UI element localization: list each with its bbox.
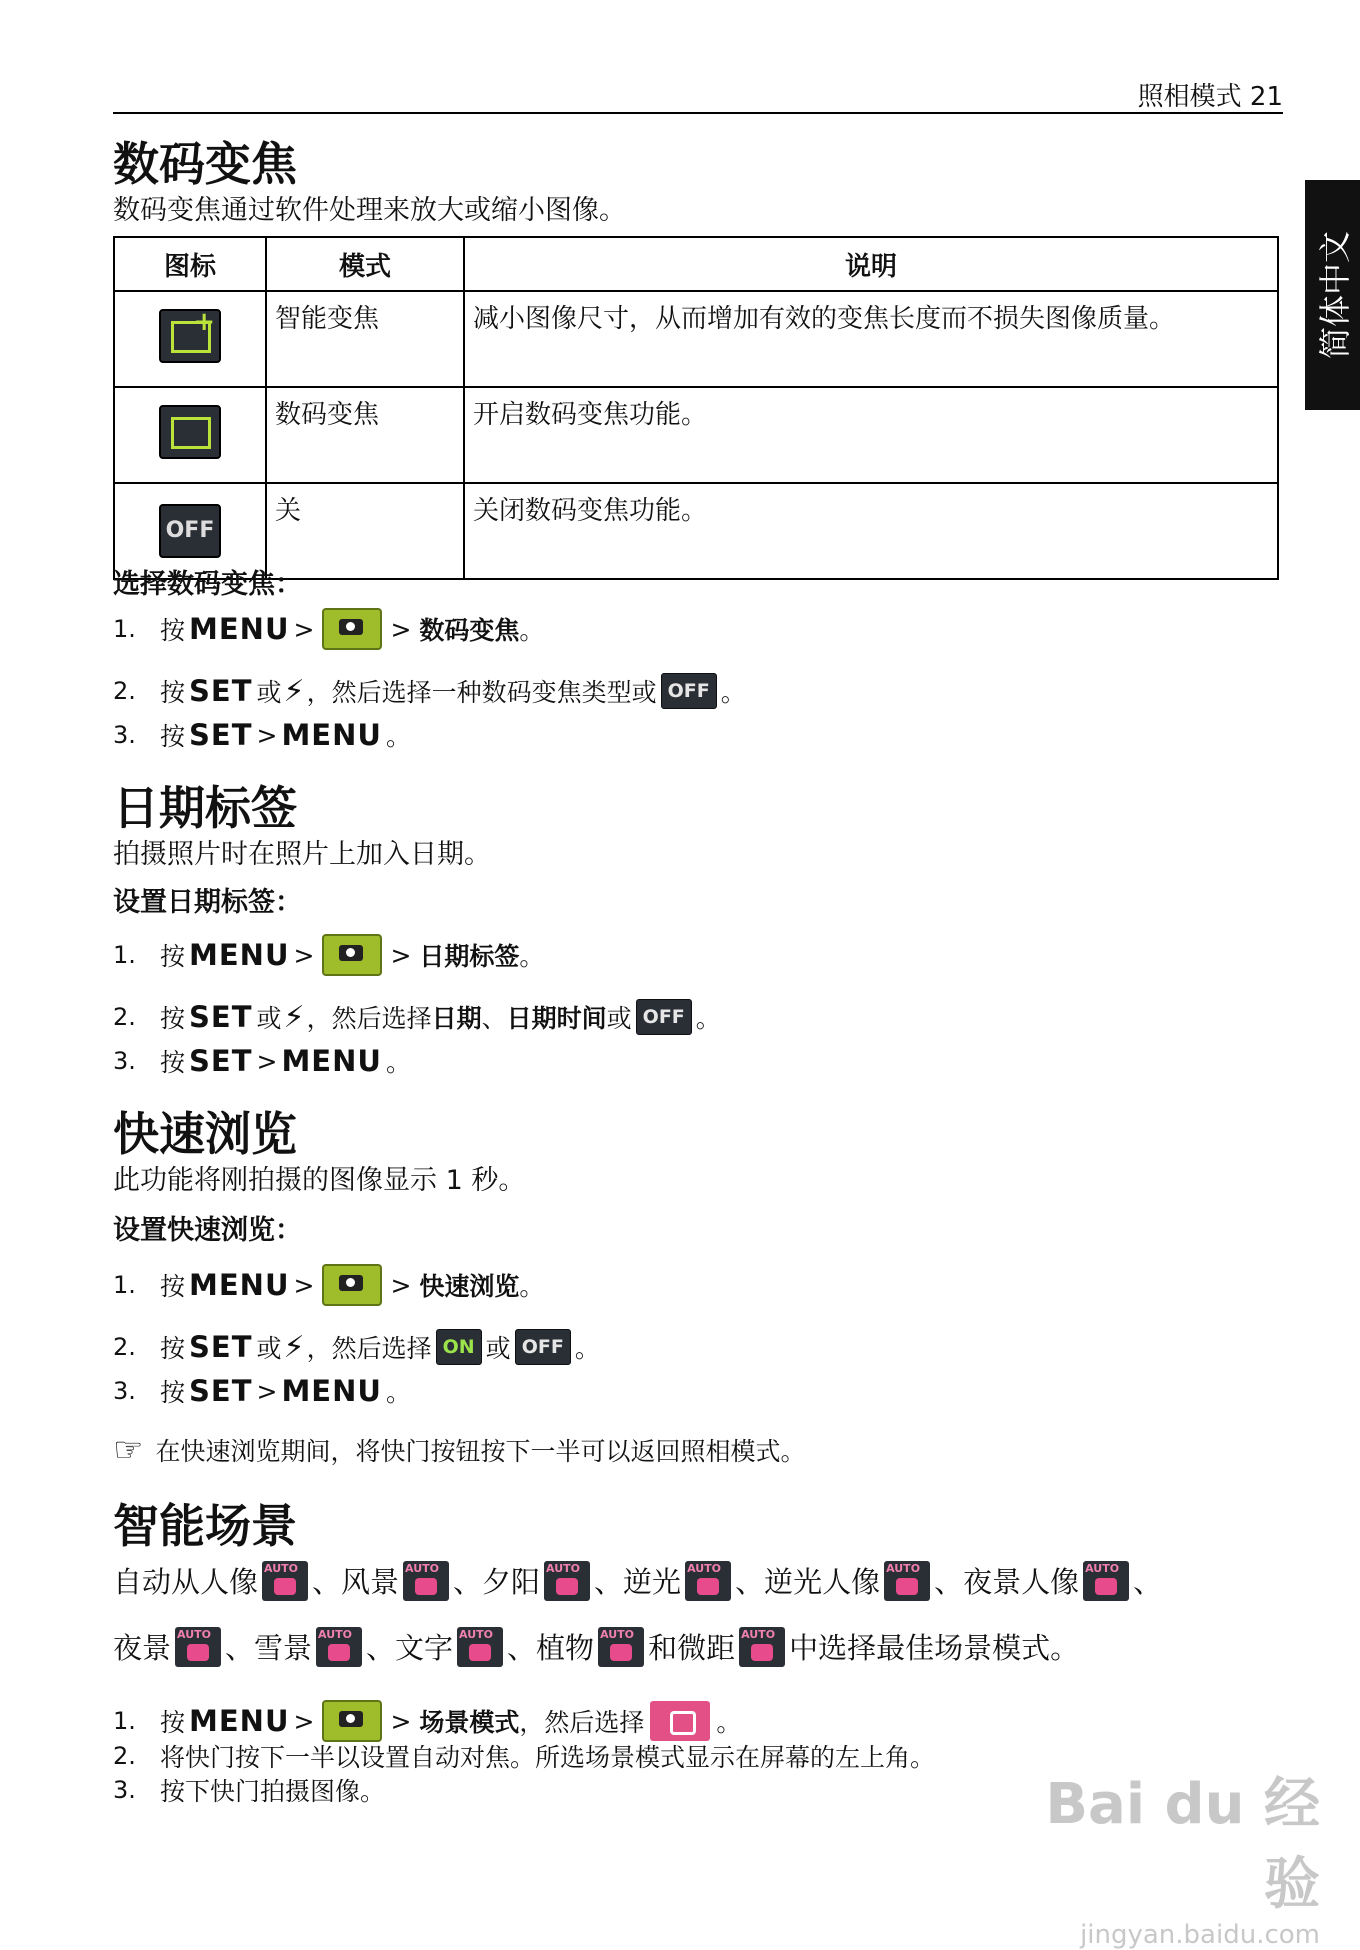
camera-icon <box>322 934 382 976</box>
step-number: 3. <box>113 721 136 749</box>
menu-item-name: 日期标签 <box>419 942 520 971</box>
menu-key: MENU <box>189 938 290 972</box>
scene-text: 、植物 <box>507 1631 595 1665</box>
flash-icon: ⚡ <box>283 673 305 709</box>
menu-item-name: 快速浏览 <box>419 1272 520 1301</box>
step-number: 3. <box>113 1377 136 1405</box>
section-desc: 拍摄照片时在照片上加入日期。 <box>113 839 491 870</box>
menu-key: MENU <box>281 1044 382 1078</box>
zoom-mode-table <box>113 236 1279 580</box>
subheading: 选择数码变焦： <box>113 569 302 600</box>
auto-text-icon <box>457 1627 503 1667</box>
step-text: ，然后选择 <box>519 1708 645 1737</box>
menu-item-name: 场景模式 <box>419 1708 520 1737</box>
arrow: > <box>293 614 315 644</box>
punct: 。 <box>385 722 411 751</box>
step-text: 按 <box>160 1334 186 1363</box>
step-number: 3. <box>113 1047 136 1075</box>
step-text: 按下快门拍摄图像。 <box>160 1777 386 1806</box>
step-text: 按 <box>160 1708 186 1737</box>
step-2 <box>113 1738 935 1774</box>
step-3 <box>113 1036 411 1086</box>
desc-cell: 关闭数码变焦功能。 <box>464 483 1278 579</box>
note-text: 在快速浏览期间，将快门按钮按下一半可以返回照相模式。 <box>155 1437 806 1466</box>
smart-scene-icon <box>650 1701 710 1741</box>
step-number: 2. <box>113 677 136 705</box>
set-key: SET <box>189 1330 253 1364</box>
step-text: 或 <box>606 1004 632 1033</box>
step-text: 按 <box>160 722 186 751</box>
auto-macro-icon <box>739 1627 785 1667</box>
section-desc: 数码变焦通过软件处理来放大或缩小图像。 <box>113 195 626 226</box>
camera-icon <box>322 1264 382 1306</box>
step-3 <box>113 1366 411 1416</box>
scene-text: 夜景 <box>113 1631 172 1665</box>
step-text: ，然后选择 <box>306 1004 432 1033</box>
flash-icon: ⚡ <box>283 1329 305 1365</box>
subheading: 设置快速浏览： <box>113 1215 302 1246</box>
col-header-desc: 说明 <box>464 237 1278 291</box>
auto-night-portrait-icon <box>1083 1561 1129 1601</box>
step-number: 1. <box>113 615 136 643</box>
section-desc: 此功能将刚拍摄的图像显示 1 秒。 <box>113 1165 526 1196</box>
step-text: 按 <box>160 1272 186 1301</box>
col-header-mode: 模式 <box>266 237 464 291</box>
auto-backlight-portrait-icon <box>884 1561 930 1601</box>
off-icon: OFF <box>515 1329 571 1365</box>
option-date: 日期 <box>431 1004 482 1033</box>
step-text: ，然后选择一种数码变焦类型或 <box>306 678 657 707</box>
set-key: SET <box>189 1374 253 1408</box>
scene-text: 、夕阳 <box>453 1565 541 1599</box>
subheading: 设置日期标签： <box>113 887 302 918</box>
scene-text: 、夜景人像 <box>934 1565 1080 1599</box>
step-number: 1. <box>113 1707 136 1735</box>
step-number: 1. <box>113 941 136 969</box>
auto-night-icon <box>175 1627 221 1667</box>
arrow: > <box>293 940 315 970</box>
language-tab-label: 简体中文 <box>1315 230 1354 360</box>
section-title-smart-scene: 智能场景 <box>113 1499 297 1553</box>
note <box>113 1430 806 1470</box>
step-text: 将快门按下一半以设置自动对焦。所选场景模式显示在屏幕的左上角。 <box>160 1743 936 1772</box>
arrow: > <box>256 720 278 750</box>
auto-portrait-icon <box>262 1561 308 1601</box>
scene-list-line-1 <box>113 1560 1162 1601</box>
menu-key: MENU <box>189 1268 290 1302</box>
step-text: 或 <box>485 1334 511 1363</box>
scene-list-line-2 <box>113 1626 1079 1667</box>
step-text: ，然后选择 <box>306 1334 432 1363</box>
set-key: SET <box>189 1044 253 1078</box>
punct: 。 <box>385 1048 411 1077</box>
mode-cell: 智能变焦 <box>266 291 464 387</box>
pointing-hand-icon: ☞ <box>113 1430 144 1470</box>
scene-text: 自动从人像 <box>113 1565 259 1599</box>
step-text: 按 <box>160 1378 186 1407</box>
watermark-url: jingyan.baidu.com <box>1080 1920 1320 1950</box>
step-text: 或 <box>256 678 282 707</box>
auto-backlight-icon <box>685 1561 731 1601</box>
step-number: 2. <box>113 1003 136 1031</box>
punct: 。 <box>519 942 545 971</box>
menu-key: MENU <box>189 612 290 646</box>
mode-cell: 数码变焦 <box>266 387 464 483</box>
arrow: > <box>256 1046 278 1076</box>
scene-text: 、 <box>1133 1565 1163 1599</box>
arrow: > <box>390 1270 412 1300</box>
step-1 <box>113 1260 544 1310</box>
scene-text: 、逆光 <box>594 1565 682 1599</box>
step-number: 3. <box>113 1776 136 1804</box>
arrow: > <box>390 614 412 644</box>
step-1 <box>113 930 544 980</box>
arrow: > <box>390 1706 412 1736</box>
step-number: 2. <box>113 1333 136 1361</box>
arrow: > <box>390 940 412 970</box>
menu-key: MENU <box>189 1704 290 1738</box>
mode-cell: 关 <box>266 483 464 579</box>
scene-text: 、文字 <box>366 1631 454 1665</box>
scene-text: 、风景 <box>312 1565 400 1599</box>
digital-zoom-icon <box>159 405 221 459</box>
step-3 <box>113 1772 385 1808</box>
step-text: 或 <box>256 1004 282 1033</box>
off-icon: OFF <box>636 999 692 1035</box>
step-text: 按 <box>160 1048 186 1077</box>
step-2 <box>113 666 746 716</box>
camera-icon <box>322 1700 382 1742</box>
punct: 。 <box>519 616 545 645</box>
menu-item-name: 数码变焦 <box>419 616 520 645</box>
step-number: 1. <box>113 1271 136 1299</box>
punct: 、 <box>481 1004 507 1033</box>
scene-text: 、逆光人像 <box>735 1565 881 1599</box>
off-icon: OFF <box>159 504 221 558</box>
punct: 。 <box>519 1272 545 1301</box>
flash-icon: ⚡ <box>283 999 305 1035</box>
punct: 。 <box>695 1004 721 1033</box>
auto-plant-icon <box>598 1627 644 1667</box>
set-key: SET <box>189 674 253 708</box>
baidu-watermark <box>990 1760 1320 1950</box>
auto-snow-icon <box>316 1627 362 1667</box>
table-row <box>114 291 1278 387</box>
table-header-row <box>114 237 1278 291</box>
section-title-quick-review: 快速浏览 <box>113 1107 297 1161</box>
set-key: SET <box>189 718 253 752</box>
step-text: 按 <box>160 616 186 645</box>
on-icon: ON <box>436 1329 482 1365</box>
desc-cell: 减小图像尺寸，从而增加有效的变焦长度而不损失图像质量。 <box>464 291 1278 387</box>
step-1 <box>113 604 544 654</box>
punct: 。 <box>716 1708 742 1737</box>
off-icon: OFF <box>661 673 717 709</box>
section-title-date-stamp: 日期标签 <box>113 781 297 835</box>
menu-key: MENU <box>281 718 382 752</box>
step-text: 按 <box>160 678 186 707</box>
step-number: 2. <box>113 1742 136 1770</box>
auto-sunset-icon <box>544 1561 590 1601</box>
step-3 <box>113 710 411 760</box>
section-title-digital-zoom: 数码变焦 <box>113 137 297 191</box>
punct: 。 <box>574 1334 600 1363</box>
page-header <box>113 76 1283 114</box>
menu-key: MENU <box>281 1374 382 1408</box>
table-row <box>114 387 1278 483</box>
scene-text: 中选择最佳场景模式。 <box>789 1631 1080 1665</box>
arrow: > <box>293 1706 315 1736</box>
camera-icon <box>322 608 382 650</box>
language-tab <box>1305 180 1360 410</box>
step-2 <box>113 992 721 1042</box>
header-text: 照相模式 21 <box>1137 82 1283 112</box>
scene-text: 、雪景 <box>225 1631 313 1665</box>
scene-text: 和微距 <box>648 1631 736 1665</box>
punct: 。 <box>720 678 746 707</box>
smart-zoom-icon: + <box>159 309 221 363</box>
punct: 。 <box>385 1378 411 1407</box>
col-header-icon: 图标 <box>114 237 266 291</box>
step-2 <box>113 1322 600 1372</box>
step-text: 按 <box>160 942 186 971</box>
desc-cell: 开启数码变焦功能。 <box>464 387 1278 483</box>
arrow: > <box>256 1376 278 1406</box>
step-text: 按 <box>160 1004 186 1033</box>
watermark-logo-text: Bai du 经验 <box>1045 1772 1320 1917</box>
option-datetime: 日期时间 <box>506 1004 607 1033</box>
auto-landscape-icon <box>403 1561 449 1601</box>
set-key: SET <box>189 1000 253 1034</box>
step-text: 或 <box>256 1334 282 1363</box>
arrow: > <box>293 1270 315 1300</box>
